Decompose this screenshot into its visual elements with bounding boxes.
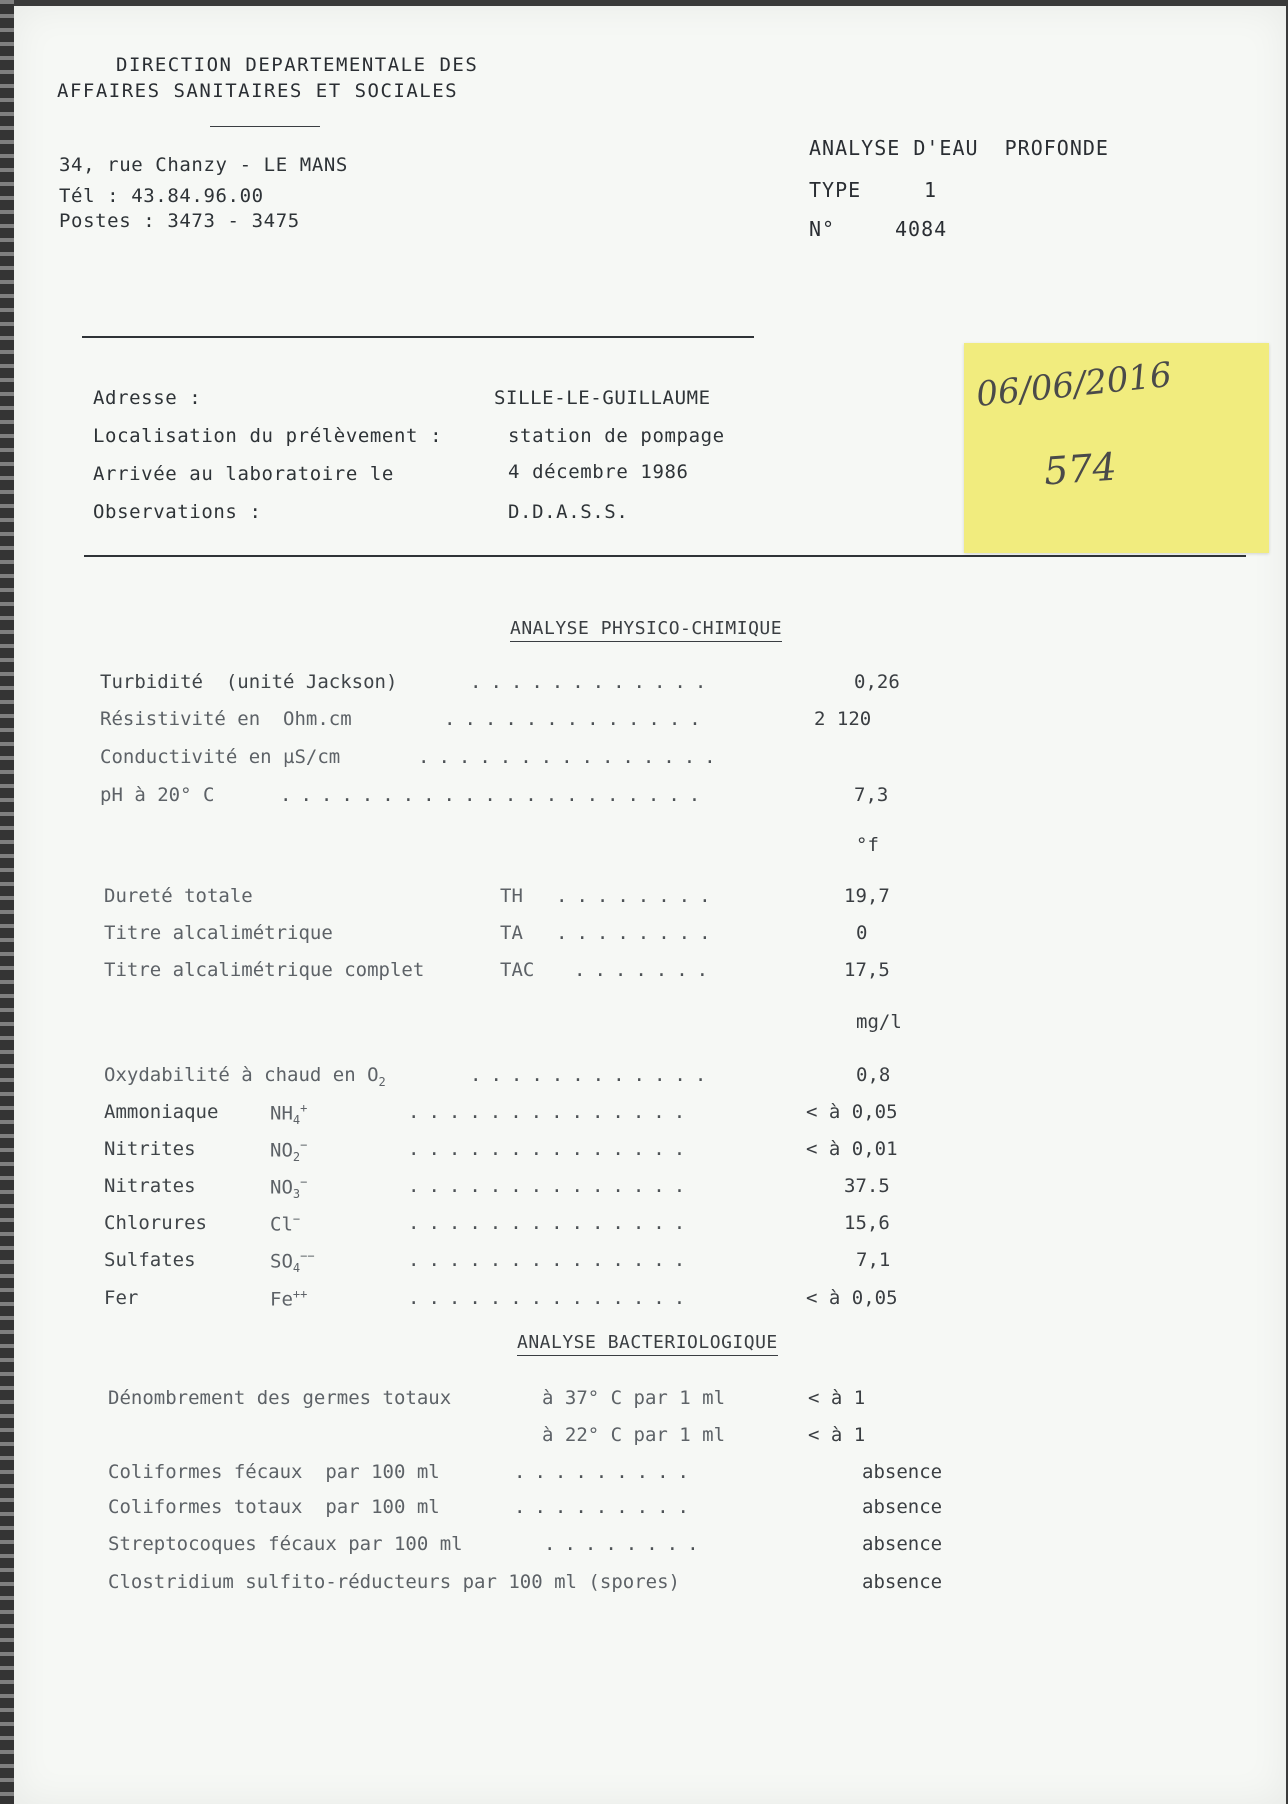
table-row: Chlorures Cl− .............. 15,6: [104, 1212, 890, 1236]
table-row: Dureté totale TH ........ 19,7: [104, 885, 890, 907]
table-row: Turbidité (unité Jackson) ............ 0,26: [100, 671, 900, 693]
table-row: Sulfates $SO_4^{--}$ .............. 7,1: [104, 1249, 891, 1276]
table-row: Coliformes totaux par 100 ml ......... absence: [108, 1496, 943, 1518]
table-row: Titre alcalimétrique TA ........ 0: [104, 922, 868, 944]
table-row: Nitrates $NO_3^-$ .............. 37.5: [104, 1175, 890, 1202]
org-line-2: AFFAIRES SANITAIRES ET SOCIALES: [57, 80, 459, 102]
physico-title: ANALYSE PHYSICO-CHIMIQUE: [510, 618, 782, 642]
sticky-number: 574: [1042, 444, 1118, 494]
document-page: [14, 6, 1286, 1804]
table-row: Titre alcalimétrique complet TAC ....... 17,5: [104, 959, 890, 981]
table-row: Résistivité en Ohm.cm ............. 2 120: [100, 708, 872, 730]
org-line-1: DIRECTION DEPARTEMENTALE DES: [116, 54, 479, 76]
bacterio-title: ANALYSE BACTERIOLOGIQUE: [517, 1332, 778, 1356]
analysis-number-label: N°: [809, 217, 836, 241]
observations-value: D.D.A.S.S.: [508, 501, 629, 523]
analysis-title: ANALYSE D'EAU PROFONDE: [809, 136, 1109, 160]
org-telephone: Tél : 43.84.96.00: [59, 185, 264, 207]
arrival-label: Arrivée au laboratoire le: [93, 463, 394, 485]
sticky-note: [964, 343, 1269, 553]
location-label: Localisation du prélèvement :: [93, 425, 443, 447]
analysis-number-value: 4084: [895, 217, 948, 241]
table-row: Fer Fe++ .............. < à 0,05: [104, 1287, 898, 1311]
table-row: Ammoniaque $NH_4^+$ .............. < à 0,05: [104, 1101, 898, 1128]
rule-bottom: [84, 555, 1246, 557]
sticky-date: 06/06/2016: [974, 354, 1174, 416]
address-label: Adresse :: [93, 387, 202, 409]
header-underline: [210, 126, 320, 127]
arrival-value: 4 décembre 1986: [508, 461, 689, 483]
analysis-type-label: TYPE: [809, 178, 862, 202]
table-row: Dénombrement des germes totaux à 37° C par 1 ml < à 1: [108, 1387, 866, 1409]
unit-mg-per-l: mg/l: [856, 1011, 902, 1033]
table-row: Clostridium sulfito-réducteurs par 100 ml (spores) absence: [108, 1571, 943, 1593]
rule-top: [82, 336, 754, 338]
table-row: Conductivité en µS/cm ...............: [100, 746, 725, 768]
table-row: Streptocoques fécaux par 100 ml ........ absence: [108, 1533, 943, 1555]
table-row: Oxydabilité à chaud en $O_2$ ............ 0,8: [104, 1064, 891, 1089]
location-value: station de pompage: [508, 425, 725, 447]
unit-degree-f: °f: [856, 834, 879, 856]
table-row: pH à 20° C ..................... 7,3: [100, 784, 889, 806]
org-address: 34, rue Chanzy - LE MANS: [59, 154, 348, 176]
address-value: SILLE-LE-GUILLAUME: [494, 387, 711, 409]
org-postes: Postes : 3473 - 3475: [59, 210, 300, 232]
table-row: Nitrites $NO_2^-$ .............. < à 0,01: [104, 1138, 898, 1165]
table-row: Coliformes fécaux par 100 ml ......... absence: [108, 1461, 943, 1483]
table-row: à 22° C par 1 ml < à 1: [542, 1424, 866, 1446]
scan-edge: [0, 0, 14, 1804]
analysis-type-value: 1: [924, 178, 938, 202]
observations-label: Observations :: [93, 501, 262, 523]
